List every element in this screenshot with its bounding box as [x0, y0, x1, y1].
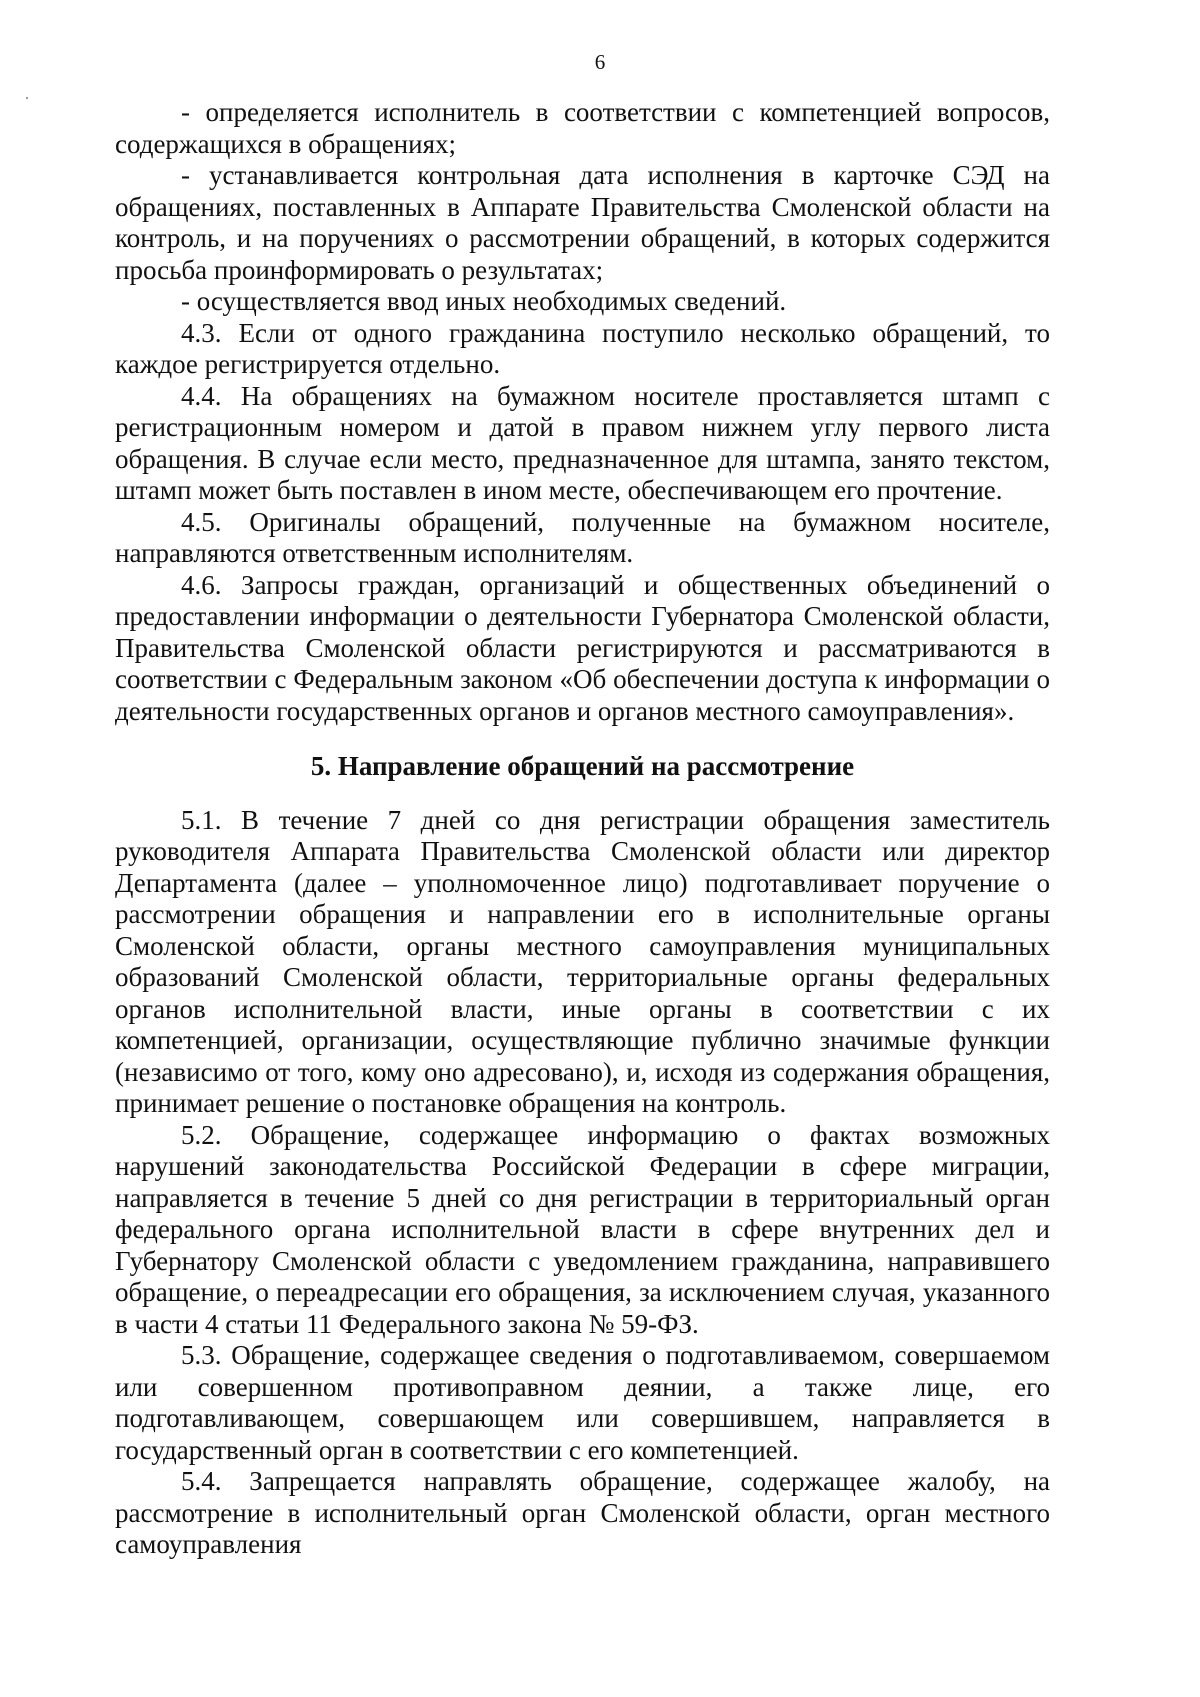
section-5-heading: 5. Направление обращений на рассмотрение [310, 751, 855, 781]
paragraph-4-5: 4.5. Оригиналы обращений, полученные на бумажном носителе, направляются ответственным исполнителям. [115, 506, 1050, 568]
scan-speck [26, 97, 28, 99]
paragraph-4-4: 4.4. На обращениях на бумажном носителе проставляется штамп с регистрационным номером и датой в правом нижнем углу первого листа обращения. В случае если место, предназначенное для штампа, занято текстом, штамп может быть поставлен в ином месте, обеспечивающем его прочтение. [115, 380, 1050, 505]
paragraph-4-6: 4.6. Запросы граждан, организаций и общественных объединений о предоставлении информации о деятельности Губернатора Смоленской области, Правительства Смоленской области регистрируются и рассматриваются в соответствии с Федеральным законом «Об обеспечении доступа к информации о деятельности государственных органов и органов местного самоуправления». [115, 569, 1050, 726]
paragraph-5-1: 5.1. В течение 7 дней со дня регистрации обращения заместитель руководителя Аппарата Правительства Смоленской области или директор Департамента (далее – уполномоченное лицо) подготавливает поручение о рассмотрении обращения и направлении его в исполнительные органы Смоленской области, органы местного самоуправления муниципальных образований Смоленской области, территориальные органы федеральных органов исполнительной власти, иные органы в соответствии с их компетенцией, организации, осуществляющие публично значимые функции (независимо от того, кому оно адресовано), и, исходя из содержания обращения, принимает решение о постановке обращения на контроль. [115, 804, 1050, 1118]
paragraph-4-3: 4.3. Если от одного гражданина поступило несколько обращений, то каждое регистрируется отдельно. [115, 317, 1050, 379]
paragraph-competence: - определяется исполнитель в соответствии с компетенцией вопросов, содержащихся в обращениях; [115, 97, 1050, 159]
document-body [115, 97, 1050, 1561]
paragraph-other-data: - осуществляется ввод иных необходимых сведений. [181, 286, 787, 316]
paragraph-5-3: 5.3. Обращение, содержащее сведения о подготавливаемом, совершаемом или совершенном противоправном деянии, а также лице, его подготавливающем, совершающем или совершившем, направляется в государственный орган в соответствии с его компетенцией. [115, 1340, 1050, 1465]
paragraph-5-4: 5.4. Запрещается направлять обращение, содержащее жалобу, на рассмотрение в исполнительный орган Смоленской области, орган местного самоуправления [115, 1466, 1050, 1559]
paragraph-control-date: - устанавливается контрольная дата исполнения в карточке СЭД на обращениях, поставленных в Аппарате Правительства Смоленской области на контроль, и на поручениях о рассмотрении обращений, в которых содержится просьба проинформировать о результатах; [115, 160, 1050, 285]
paragraph-5-2: 5.2. Обращение, содержащее информацию о фактах возможных нарушений законодательства Российской Федерации в сфере миграции, направляется в течение 5 дней со дня регистрации в территориальный орган федерального органа исполнительной власти в сфере внутренних дел и Губернатору Смоленской области с уведомлением гражданина, направившего обращение, о переадресации его обращения, за исключением случая, указанного в части 4 статьи 11 Федерального закона № 59-ФЗ. [115, 1119, 1050, 1339]
page-number: 6 [594, 50, 606, 74]
